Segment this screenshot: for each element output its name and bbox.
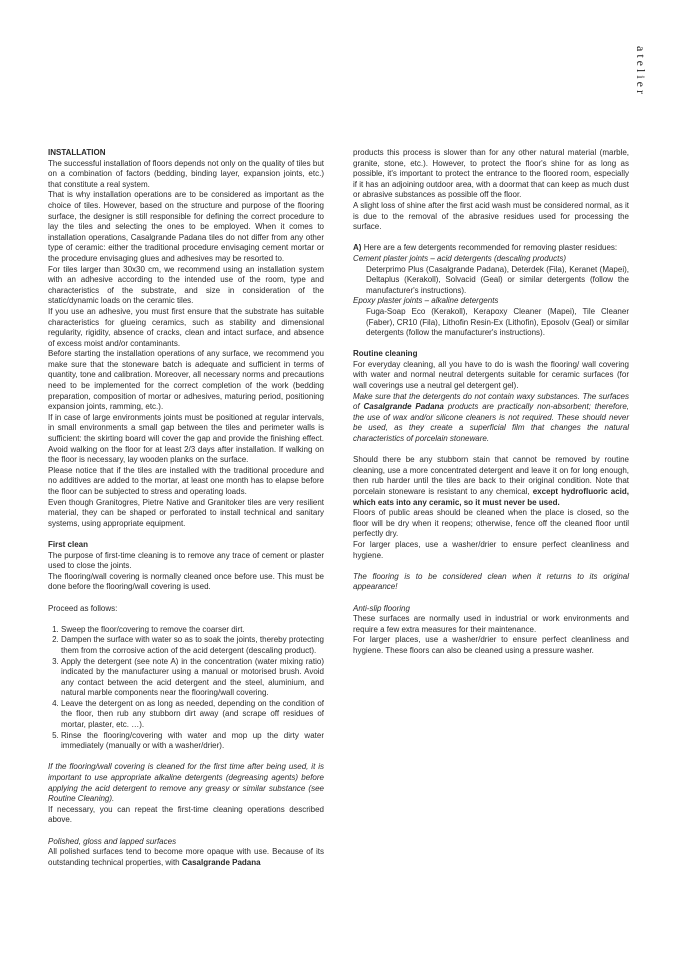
antislip-heading: Anti-slip flooring bbox=[353, 603, 410, 613]
antislip-paragraph: These surfaces are normally used in industrial or work environments and require a few extra measures for their maintenance. bbox=[353, 614, 629, 634]
polished-heading: Polished, gloss and lapped surfaces bbox=[48, 836, 177, 846]
left-column bbox=[48, 148, 324, 868]
list-item: 2. Dampen the surface with water so as to soak the joints, thereby protecting them from the corrosive action of the acid detergent (descaling product). bbox=[61, 635, 324, 656]
installation-paragraph: Before starting the installation operations of any surface, we recommend you make sure that the stoneware batch is adequate and sufficient in terms of quantity, tone and calibration. Moreover, all necessary norms and precautions need to be implemented for the correct completion of the work (bedding preparation, composition of mortar or adhesives, maturing period, positioning expansion joints, ramming, etc.). bbox=[48, 349, 324, 412]
note-a-paragraph bbox=[353, 243, 629, 254]
installation-paragraph: For tiles larger than 30x30 cm, we recommend using an installation system with an adhesive according to the intended use of the room, type and characteristics of the substrate, and size in consideration of the static/dynamic loads on the ceramic tiles. bbox=[48, 264, 324, 306]
stain-warning: except hydrofluoric acid, which eats into any ceramic, so it must never be used. bbox=[353, 487, 629, 507]
polished-paragraph bbox=[48, 847, 324, 868]
installation-paragraph: That is why installation operations are to be considered as important as the choice of tiles. However, based on the structure and purpose of the flooring surface, the designer is still responsible for defining the correct procedure to lay the tiles and selecting the ones to be employed. When it comes to installation operations, Casalgrande Padana tiles do not differ from any other type of ceramic: either the traditional procedure envisaging cement mortar or the procedure envisaging glues and adhesives may be resorted to. bbox=[48, 190, 324, 263]
routine-cleaning-heading: Routine cleaning bbox=[353, 349, 418, 359]
first-time-note: If the flooring/wall covering is cleaned for the first time after being used, it is important to use appropriate alkaline detergents (degreasing agents) before applying the acid detergent to remove any greasy or similar substance (see Routine Cleaning). bbox=[48, 762, 324, 804]
clean-note: The flooring is to be considered clean when it returns to its original appearance! bbox=[353, 571, 629, 592]
list-item: 4. Leave the detergent on as long as needed, depending on the condition of the floor, then rub any stubborn dirt away (and scrape off residues of mortar, plaster, etc. …). bbox=[61, 699, 324, 731]
installation-paragraph: Please notice that if the tiles are installed with the traditional procedure and no additives are added to the mortar, at least one month has to elapse before the floor can be subjected to stress and operating loads. bbox=[48, 465, 324, 496]
first-clean-paragraph: The flooring/wall covering is normally cleaned once before use. This must be done before the flooring/wall covering is used. bbox=[48, 571, 324, 592]
installation-paragraph: The successful installation of floors depends not only on the quality of tiles but on a combination of factors (bedding, binding layer, expansion joints, etc.) that constitute a real system. bbox=[48, 158, 324, 189]
stain-text: Should there be any stubborn stain that cannot be removed by routine cleaning, use a more concentrated detergent and leave it on for long enough, then rub harder until the tiles are back to their original condition. Note that porcelain stoneware is resistant to any chemical, bbox=[353, 455, 629, 496]
larger-places-paragraph: For larger places, use a washer/drier to ensure perfect cleanliness and hygiene. bbox=[353, 539, 629, 560]
routine-warning bbox=[353, 392, 629, 445]
cleaning-steps bbox=[48, 625, 324, 752]
antislip-paragraph: For larger places, use a washer/drier to ensure perfect cleanliness and hygiene. These floors can also be cleaned using a pressure washer. bbox=[353, 635, 629, 655]
installation-heading: INSTALLATION bbox=[48, 148, 106, 157]
list-item: 1. Sweep the floor/covering to remove the coarser dirt. bbox=[61, 625, 324, 636]
first-clean-heading: First clean bbox=[48, 539, 89, 549]
continuation-paragraph: products this process is slower than for any other natural material (marble, granite, stone, etc.). However, to protect the floor's shine for as long as possible, it's important to protect the entrance to the floored room, especially if it has an adjoining outdoor area, with a doormat that can keep as much dust or abrasive substances as possible off the floor. bbox=[353, 148, 629, 200]
note-a-text: Here are a few detergents recommended for removing plaster residues: bbox=[363, 243, 618, 253]
list-item: 3. Apply the detergent (see note A) in the concentration (water mixing ratio) indicated by the manufacturer using a manual or motorised brush. Avoid any contact between the acid detergent and the steel, aluminium, and natural marble components near the flooring/wall covering. bbox=[61, 657, 324, 699]
routine-paragraph: For everyday cleaning, all you have to do is wash the flooring/ wall covering with water and normal neutral detergents suitable for ceramic surfaces (for wall coverings use a neutral gel detergent gel). bbox=[353, 359, 629, 391]
stain-paragraph bbox=[353, 455, 629, 508]
brand-name: Casalgrande Padana bbox=[181, 857, 261, 867]
cement-joints-heading: Cement plaster joints – acid detergents (descaling products) bbox=[353, 253, 566, 263]
first-clean-paragraph: The purpose of first-time cleaning is to remove any trace of cement or plaster used to close the joints. bbox=[48, 550, 324, 571]
cement-detergent-list: Deterprimo Plus (Casalgrande Padana), Deterdek (Fila), Keranet (Mapei), Deltaplus (Kerakoll), Solvacid (Geal) or similar detergents (follow the manufacturer's instructions). bbox=[366, 264, 629, 295]
installation-paragraph: If you use an adhesive, you must first ensure that the substrate has suitable characteristics for glueing ceramics, such as stability and dimensional regularity, rigidity, absence of cracks, clean and intact surface, and absence of excess moist and/or contaminants. bbox=[48, 306, 324, 348]
epoxy-detergent-list: Fuga-Soap Eco (Kerakoll), Kerapoxy Cleaner (Mapei), Tile Cleaner (Faber), CR10 (Fila), Lithofin Resin-Ex (Lithofin), Eposolv (Geal) or similar detergents (follow the manufacturer's instructions). bbox=[366, 306, 629, 338]
list-item: 5. Rinse the flooring/covering with water and mop up the dirty water immediately (manually or with a washer/drier). bbox=[61, 731, 324, 752]
polished-text: All polished surfaces tend to become more opaque with use. Because of its outstanding technical properties, with bbox=[48, 847, 324, 867]
installation-paragraph: If in case of large environments joints must be positioned at regular intervals, in small environments a small gap between the tiles and perimeter walls is sufficient: the skirting board will cover the gap and provide the finishing effect. Avoid walking on the floor for at least 2/3 days after installation. If walking on the floor is necessary, lay wooden planks on the surface. bbox=[48, 412, 324, 465]
note-a-label: A) bbox=[353, 243, 362, 253]
brand-name: Casalgrande Padana bbox=[363, 402, 444, 412]
routine-warning-text: Make sure that the detergents do not contain waxy substances. The surfaces of bbox=[353, 391, 629, 412]
routine-warning-text: products are practically non-absorbent; therefore, the use of wax and/or silicone cleaners is not required. These should never be used, as they create a superficial film that changes the natural characteristics of porcelain stoneware. bbox=[353, 402, 629, 444]
repeat-note: If necessary, you can repeat the first-time cleaning operations described above. bbox=[48, 804, 324, 825]
proceed-text: Proceed as follows: bbox=[48, 603, 118, 613]
shine-loss-paragraph: A slight loss of shine after the first acid wash must be considered normal, as it is due to the removal of the abrasive residues used for processing the surface. bbox=[353, 200, 629, 232]
right-column bbox=[353, 148, 629, 657]
brand-wordmark: atelier bbox=[634, 46, 648, 97]
installation-paragraph: Even though Granitogres, Pietre Native and Granitoker tiles are very resilient material, they can be shaped or perforated to install technical and sanitary systems, using appropriate equipment. bbox=[48, 497, 324, 528]
public-areas-paragraph: Floors of public areas should be cleaned when the place is closed, so the floor will be dry when it reopens; otherwise, fence off the cleaned floor until perfectly dry. bbox=[353, 508, 629, 539]
epoxy-joints-heading: Epoxy plaster joints – alkaline detergents bbox=[353, 296, 499, 306]
